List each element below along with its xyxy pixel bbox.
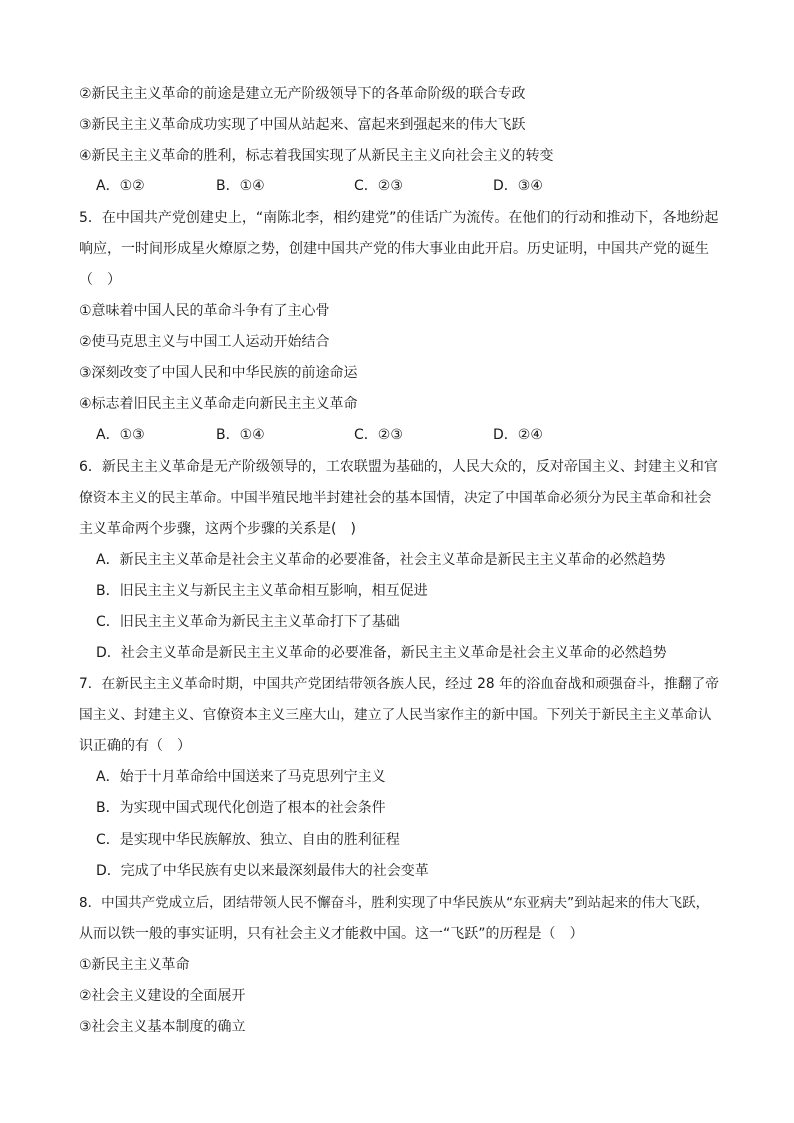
q4-option-b[interactable]: B．①④ bbox=[216, 178, 265, 194]
q6-option-c[interactable]: C．旧民主主义革命为新民主主义革命打下了基础 bbox=[96, 614, 400, 630]
q4-option-d[interactable]: D．③④ bbox=[493, 178, 543, 194]
q5-options bbox=[96, 425, 696, 445]
q8-stem-line-1: 8．中国共产党成立后，团结带领人民不懈奋斗，胜利实现了中华民族从“东亚病夫”到站起来的伟大飞跃， bbox=[79, 895, 710, 911]
q4-options bbox=[96, 176, 696, 196]
q6-option-a[interactable]: A．新民主主义革命是社会主义革命的必要准备，社会主义革命是新民主主义革命的必然趋势 bbox=[96, 552, 666, 568]
q5-option-c[interactable]: C．②③ bbox=[354, 427, 403, 443]
q5-statement-2: ②使马克思主义与中国工人运动开始结合 bbox=[79, 334, 330, 350]
q8-stem-line-2: 从而以铁一般的事实证明，只有社会主义才能救中国。这一“飞跃”的历程是（ ） bbox=[79, 926, 584, 942]
q7-option-c[interactable]: C．是实现中华民族解放、独立、自由的胜利征程 bbox=[96, 832, 400, 848]
q5-statement-3: ③深刻改变了中国人民和中华民族的前途命运 bbox=[79, 365, 358, 381]
q5-option-d[interactable]: D．②④ bbox=[493, 427, 543, 443]
q5-stem-line-1: 5．在中国共产党创建史上，“南陈北李，相约建党”的佳话广为流传。在他们的行动和推动下，各地纷起 bbox=[79, 210, 719, 226]
q5-stem-line-2: 响应，一时间形成星火燎原之势，创建中国共产党的伟大事业由此开启。历史证明，中国共产党的诞生 bbox=[79, 241, 709, 257]
q4-statement-2: ②新民主主义革命的前途是建立无产阶级领导下的各革命阶级的联合专政 bbox=[79, 86, 526, 102]
q8-statement-3: ③社会主义基本制度的确立 bbox=[79, 1019, 246, 1035]
q6-option-b[interactable]: B．旧民主主义与新民主主义革命相互影响，相互促进 bbox=[96, 583, 428, 599]
q6-option-d[interactable]: D．社会主义革命是新民主主义革命的必要准备，新民主主义革命是社会主义革命的必然趋势 bbox=[96, 645, 667, 661]
q7-stem-line-3: 识正确的有（ ） bbox=[79, 738, 191, 754]
q8-statement-2: ②社会主义建设的全面展开 bbox=[79, 988, 246, 1004]
q7-stem-line-2: 国主义、封建主义、官僚资本主义三座大山，建立了人民当家作主的新中国。下列关于新民主主义革命认 bbox=[79, 707, 712, 723]
q6-stem-line-1: 6．新民主主义革命是无产阶级领导的，工农联盟为基础的，人民大众的，反对帝国主义、封建主义和官 bbox=[79, 459, 718, 475]
q7-option-a[interactable]: A．始于十月革命给中国送来了马克思列宁主义 bbox=[96, 769, 386, 785]
q4-option-c[interactable]: C．②③ bbox=[354, 178, 403, 194]
q5-option-b[interactable]: B．①④ bbox=[216, 427, 265, 443]
q5-stem-line-3: （ ） bbox=[79, 272, 121, 288]
q5-statement-1: ①意味着中国人民的革命斗争有了主心骨 bbox=[79, 303, 330, 319]
q7-stem-line-1: 7．在新民主主义革命时期，中国共产党团结带领各族人民，经过 28 年的浴血奋战和顽强奋斗，推翻了帝 bbox=[79, 676, 719, 692]
q4-statement-3: ③新民主主义革命成功实现了中国从站起来、富起来到强起来的伟大飞跃 bbox=[79, 117, 526, 133]
q7-option-d[interactable]: D．完成了中华民族有史以来最深刻最伟大的社会变革 bbox=[96, 863, 429, 879]
q5-option-a[interactable]: A．①③ bbox=[96, 427, 145, 443]
q4-statement-4: ④新民主主义革命的胜利，标志着我国实现了从新民主主义向社会主义的转变 bbox=[79, 148, 554, 164]
q6-stem-line-3: 主义革命两个步骤，这两个步骤的关系是( ) bbox=[79, 521, 356, 537]
q5-statement-4: ④标志着旧民主主义革命走向新民主主义革命 bbox=[79, 396, 358, 412]
q6-stem-line-2: 僚资本主义的民主革命。中国半殖民地半封建社会的基本国情，决定了中国革命必须分为民主革命和社会 bbox=[79, 490, 712, 506]
q8-statement-1: ①新民主主义革命 bbox=[79, 957, 190, 973]
q4-option-a[interactable]: A．①② bbox=[96, 178, 145, 194]
q7-option-b[interactable]: B．为实现中国式现代化创造了根本的社会条件 bbox=[96, 800, 386, 816]
